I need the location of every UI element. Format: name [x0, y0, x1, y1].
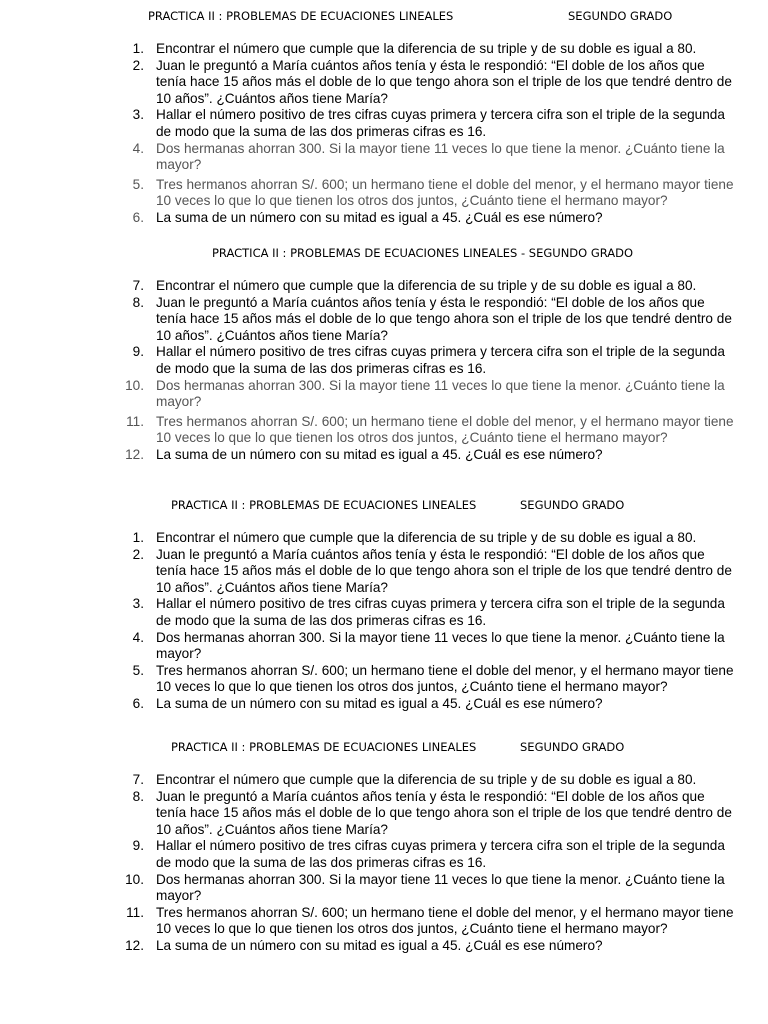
- list-item: 12. La suma de un número con su mitad es igual a 45. ¿Cuál es ese número?: [125, 937, 603, 953]
- block2-title: PRACTICA II : PROBLEMAS DE ECUACIONES LINEALES - SEGUNDO GRADO: [212, 246, 634, 260]
- list-item: 1. Encontrar el número que cumple que la diferencia de su triple y de su doble es igual a 80.: [132, 530, 697, 545]
- list-item: 8. Juan le preguntó a María cuántos años tenía y ésta le respondió: “El doble de los años que tenía hace 15 años más el doble de lo que tengo ahora son el triple de los que tendré dentro de 10 años”. ¿Cuántos años tiene María?: [132, 294, 732, 343]
- block4-grade: SEGUNDO GRADO: [520, 740, 625, 754]
- list-item: 5. Tres hermanos ahorran S/. 600; un hermano tiene el doble del menor, y el hermano mayor tiene 10 veces lo que lo que tienen los otros dos juntos, ¿Cuánto tiene el hermano mayor?: [132, 176, 734, 209]
- block4-problem-list: [0, 772, 768, 955]
- list-item: 9. Hallar el número positivo de tres cifras cuyas primera y tercera cifra son el triple de la segunda de modo que la suma de las dos primeras cifras es 16.: [132, 344, 725, 376]
- list-item: 12. La suma de un número con su mitad es igual a 45. ¿Cuál es ese número?: [125, 446, 603, 462]
- list-item: 3. Hallar el número positivo de tres cifras cuyas primera y tercera cifra son el triple de la segunda de modo que la suma de las dos primeras cifras es 16.: [132, 596, 725, 628]
- block1-problem-list: [0, 41, 768, 227]
- list-item: 11. Tres hermanos ahorran S/. 600; un hermano tiene el doble del menor, y el hermano mayor tiene 10 veces lo que lo que tienen los otros dos juntos, ¿Cuánto tiene el hermano mayor?: [126, 904, 734, 937]
- list-item: 8. Juan le preguntó a María cuántos años tenía y ésta le respondió: “El doble de los años que tenía hace 15 años más el doble de lo que tengo ahora son el triple de los que tendré dentro de 10 años”. ¿Cuántos años tiene María?: [132, 788, 732, 837]
- list-item: 10. Dos hermanas ahorran 300. Si la mayor tiene 11 veces lo que tiene la menor. ¿Cuánto tiene la mayor?: [125, 871, 725, 904]
- block4-title: PRACTICA II : PROBLEMAS DE ECUACIONES LINEALES: [171, 740, 477, 754]
- list-item: 6. La suma de un número con su mitad es igual a 45. ¿Cuál es ese número?: [132, 209, 603, 225]
- list-item: 5. Tres hermanos ahorran S/. 600; un hermano tiene el doble del menor, y el hermano mayor tiene 10 veces lo que lo que tienen los otros dos juntos, ¿Cuánto tiene el hermano mayor?: [132, 662, 734, 695]
- list-item: 7. Encontrar el número que cumple que la diferencia de su triple y de su doble es igual a 80.: [132, 772, 697, 787]
- list-item: 9. Hallar el número positivo de tres cifras cuyas primera y tercera cifra son el triple de la segunda de modo que la suma de las dos primeras cifras es 16.: [132, 838, 725, 870]
- list-item: 3. Hallar el número positivo de tres cifras cuyas primera y tercera cifra son el triple de la segunda de modo que la suma de las dos primeras cifras es 16.: [132, 107, 725, 139]
- list-item: 2. Juan le preguntó a María cuántos años tenía y ésta le respondió: “El doble de los años que tenía hace 15 años más el doble de lo que tengo ahora son el triple de los que tendré dentro de 10 años”. ¿Cuántos años tiene María?: [132, 57, 732, 106]
- list-item: 10. Dos hermanas ahorran 300. Si la mayor tiene 11 veces lo que tiene la menor. ¿Cuánto tiene la mayor?: [125, 377, 725, 410]
- list-item: 4. Dos hermanas ahorran 300. Si la mayor tiene 11 veces lo que tiene la menor. ¿Cuánto tiene la mayor?: [132, 140, 725, 173]
- block1-grade: SEGUNDO GRADO: [568, 9, 673, 23]
- list-item: 2. Juan le preguntó a María cuántos años tenía y ésta le respondió: “El doble de los años que tenía hace 15 años más el doble de lo que tengo ahora son el triple de los que tendré dentro de 10 años”. ¿Cuántos años tiene María?: [132, 546, 732, 595]
- block3-grade: SEGUNDO GRADO: [520, 498, 625, 512]
- block1-title: PRACTICA II : PROBLEMAS DE ECUACIONES LINEALES: [148, 9, 454, 23]
- block2-problem-list: [0, 278, 768, 464]
- list-item: 1. Encontrar el número que cumple que la diferencia de su triple y de su doble es igual a 80.: [132, 41, 697, 56]
- list-item: 7. Encontrar el número que cumple que la diferencia de su triple y de su doble es igual a 80.: [132, 278, 697, 293]
- list-item: 4. Dos hermanas ahorran 300. Si la mayor tiene 11 veces lo que tiene la menor. ¿Cuánto tiene la mayor?: [132, 629, 725, 662]
- list-item: 6. La suma de un número con su mitad es igual a 45. ¿Cuál es ese número?: [132, 695, 603, 711]
- block3-title: PRACTICA II : PROBLEMAS DE ECUACIONES LINEALES: [171, 498, 477, 512]
- block3-problem-list: [0, 530, 768, 713]
- list-item: 11. Tres hermanos ahorran S/. 600; un hermano tiene el doble del menor, y el hermano mayor tiene 10 veces lo que lo que tienen los otros dos juntos, ¿Cuánto tiene el hermano mayor?: [126, 413, 734, 446]
